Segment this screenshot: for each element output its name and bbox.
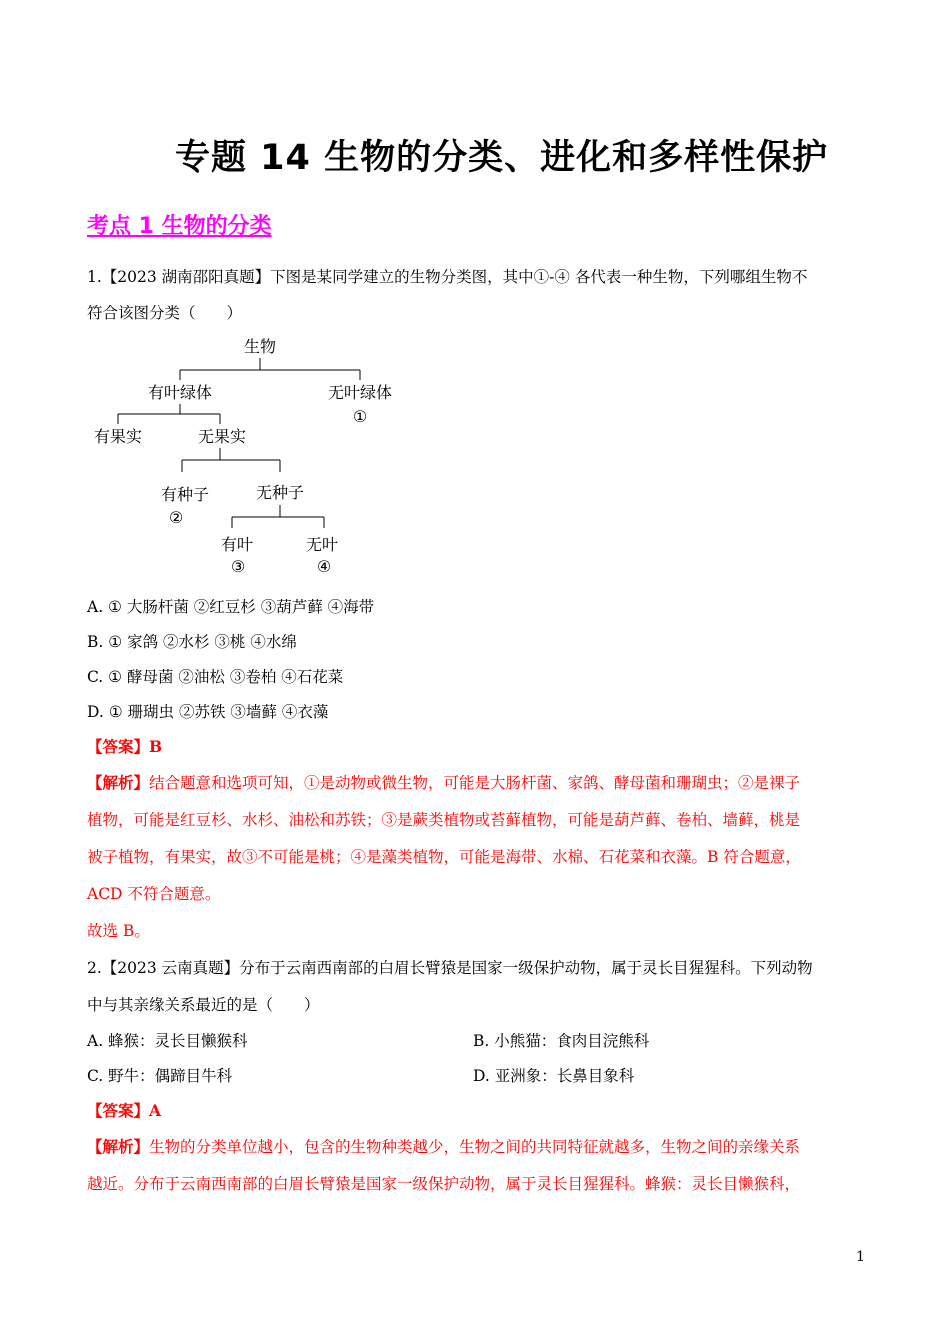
page-title: 专题 14 生物的分类、进化和多样性保护 [175,138,829,178]
tree-mark-4: ④ [316,557,332,576]
q2-analysis-line1 [87,1137,800,1157]
q1-analysis-line2: 植物，可能是红豆杉、水杉、油松和苏铁；③是蕨类植物或苔藓植物，可能是葫芦藓、卷柏、墙藓，桃是 [87,811,801,829]
q1-analysis-line4: ACD 不符合题意。 [87,885,221,903]
tree-node-fruit: 有果实 [93,427,143,446]
tree-node-leaf: 有叶 [220,535,254,554]
tree-node-chloroplast: 有叶绿体 [147,383,213,402]
tree-mark-1: ① [352,407,368,426]
q2-option-a: A. 蜂猴：灵长目懒猴科 [87,1032,248,1050]
q1-stem-line2: 符合该图分类（ ） [87,304,243,322]
tree-root-label: 生物 [243,337,277,356]
q2-option-b: B. 小熊猫：食肉目浣熊科 [473,1032,650,1050]
q2-analysis-line2: 越近。分布于云南西南部的白眉长臂猿是国家一级保护动物，属于灵长目猩猩科。蜂猴：灵长目懒猴科， [87,1175,801,1193]
q1-analysis-text: 结合题意和选项可知，①是动物或微生物，可能是大肠杆菌、家鸽、酵母菌和珊瑚虫；②是裸子 [149,774,801,792]
q2-option-d: D. 亚洲象：长鼻目象科 [473,1067,635,1085]
q2-analysis-text: 生物的分类单位越小，包含的生物种类越少，生物之间的共同特征就越多，生物之间的亲缘关系 [149,1138,801,1156]
q1-analysis-line3: 被子植物，有果实，故③不可能是桃；④是藻类植物，可能是海带、水棉、石花菜和衣藻。B 符合题意， [87,848,801,866]
q1-answer: 【答案】B [87,737,163,756]
tree-node-no-fruit: 无果实 [197,427,247,446]
q2-answer: 【答案】A [87,1101,162,1120]
tree-node-no-chloroplast: 无叶绿体 [327,383,393,402]
q2-stem-line1: 2.【2023 云南真题】分布于云南西南部的白眉长臂猿是国家一级保护动物，属于灵长目猩猩科。下列动物 [87,959,813,977]
tree-node-no-leaf: 无叶 [305,535,339,554]
page-number: 1 [856,1249,865,1265]
q1-option-a: A. ① 大肠杆菌 ②红豆杉 ③葫芦藓 ④海带 [87,598,375,616]
q2-option-c: C. 野牛：偶蹄目牛科 [87,1067,233,1085]
q1-option-b: B. ① 家鸽 ②水杉 ③桃 ④水绵 [87,633,297,651]
tree-node-no-seed: 无种子 [255,483,305,502]
tree-node-seed: 有种子 [160,485,210,504]
classification-tree-diagram [80,330,420,580]
section-heading: 考点 1 生物的分类 [87,214,272,239]
tree-mark-2: ② [168,508,184,527]
q1-analysis-line5: 故选 B。 [87,922,150,940]
tree-mark-3: ③ [230,557,246,576]
q1-option-d: D. ① 珊瑚虫 ②苏铁 ③墙藓 ④衣藻 [87,703,329,721]
q1-analysis-line1 [87,773,800,793]
q1-analysis-tag: 【解析】 [87,773,150,792]
q2-analysis-tag: 【解析】 [87,1137,150,1156]
q1-option-c: C. ① 酵母菌 ②油松 ③卷柏 ④石花菜 [87,668,344,686]
q1-stem-line1: 1.【2023 湖南邵阳真题】下图是某同学建立的生物分类图，其中①-④ 各代表一种生物，下列哪组生物不 [87,268,808,286]
q2-stem-line2: 中与其亲缘关系最近的是（ ） [87,996,320,1014]
